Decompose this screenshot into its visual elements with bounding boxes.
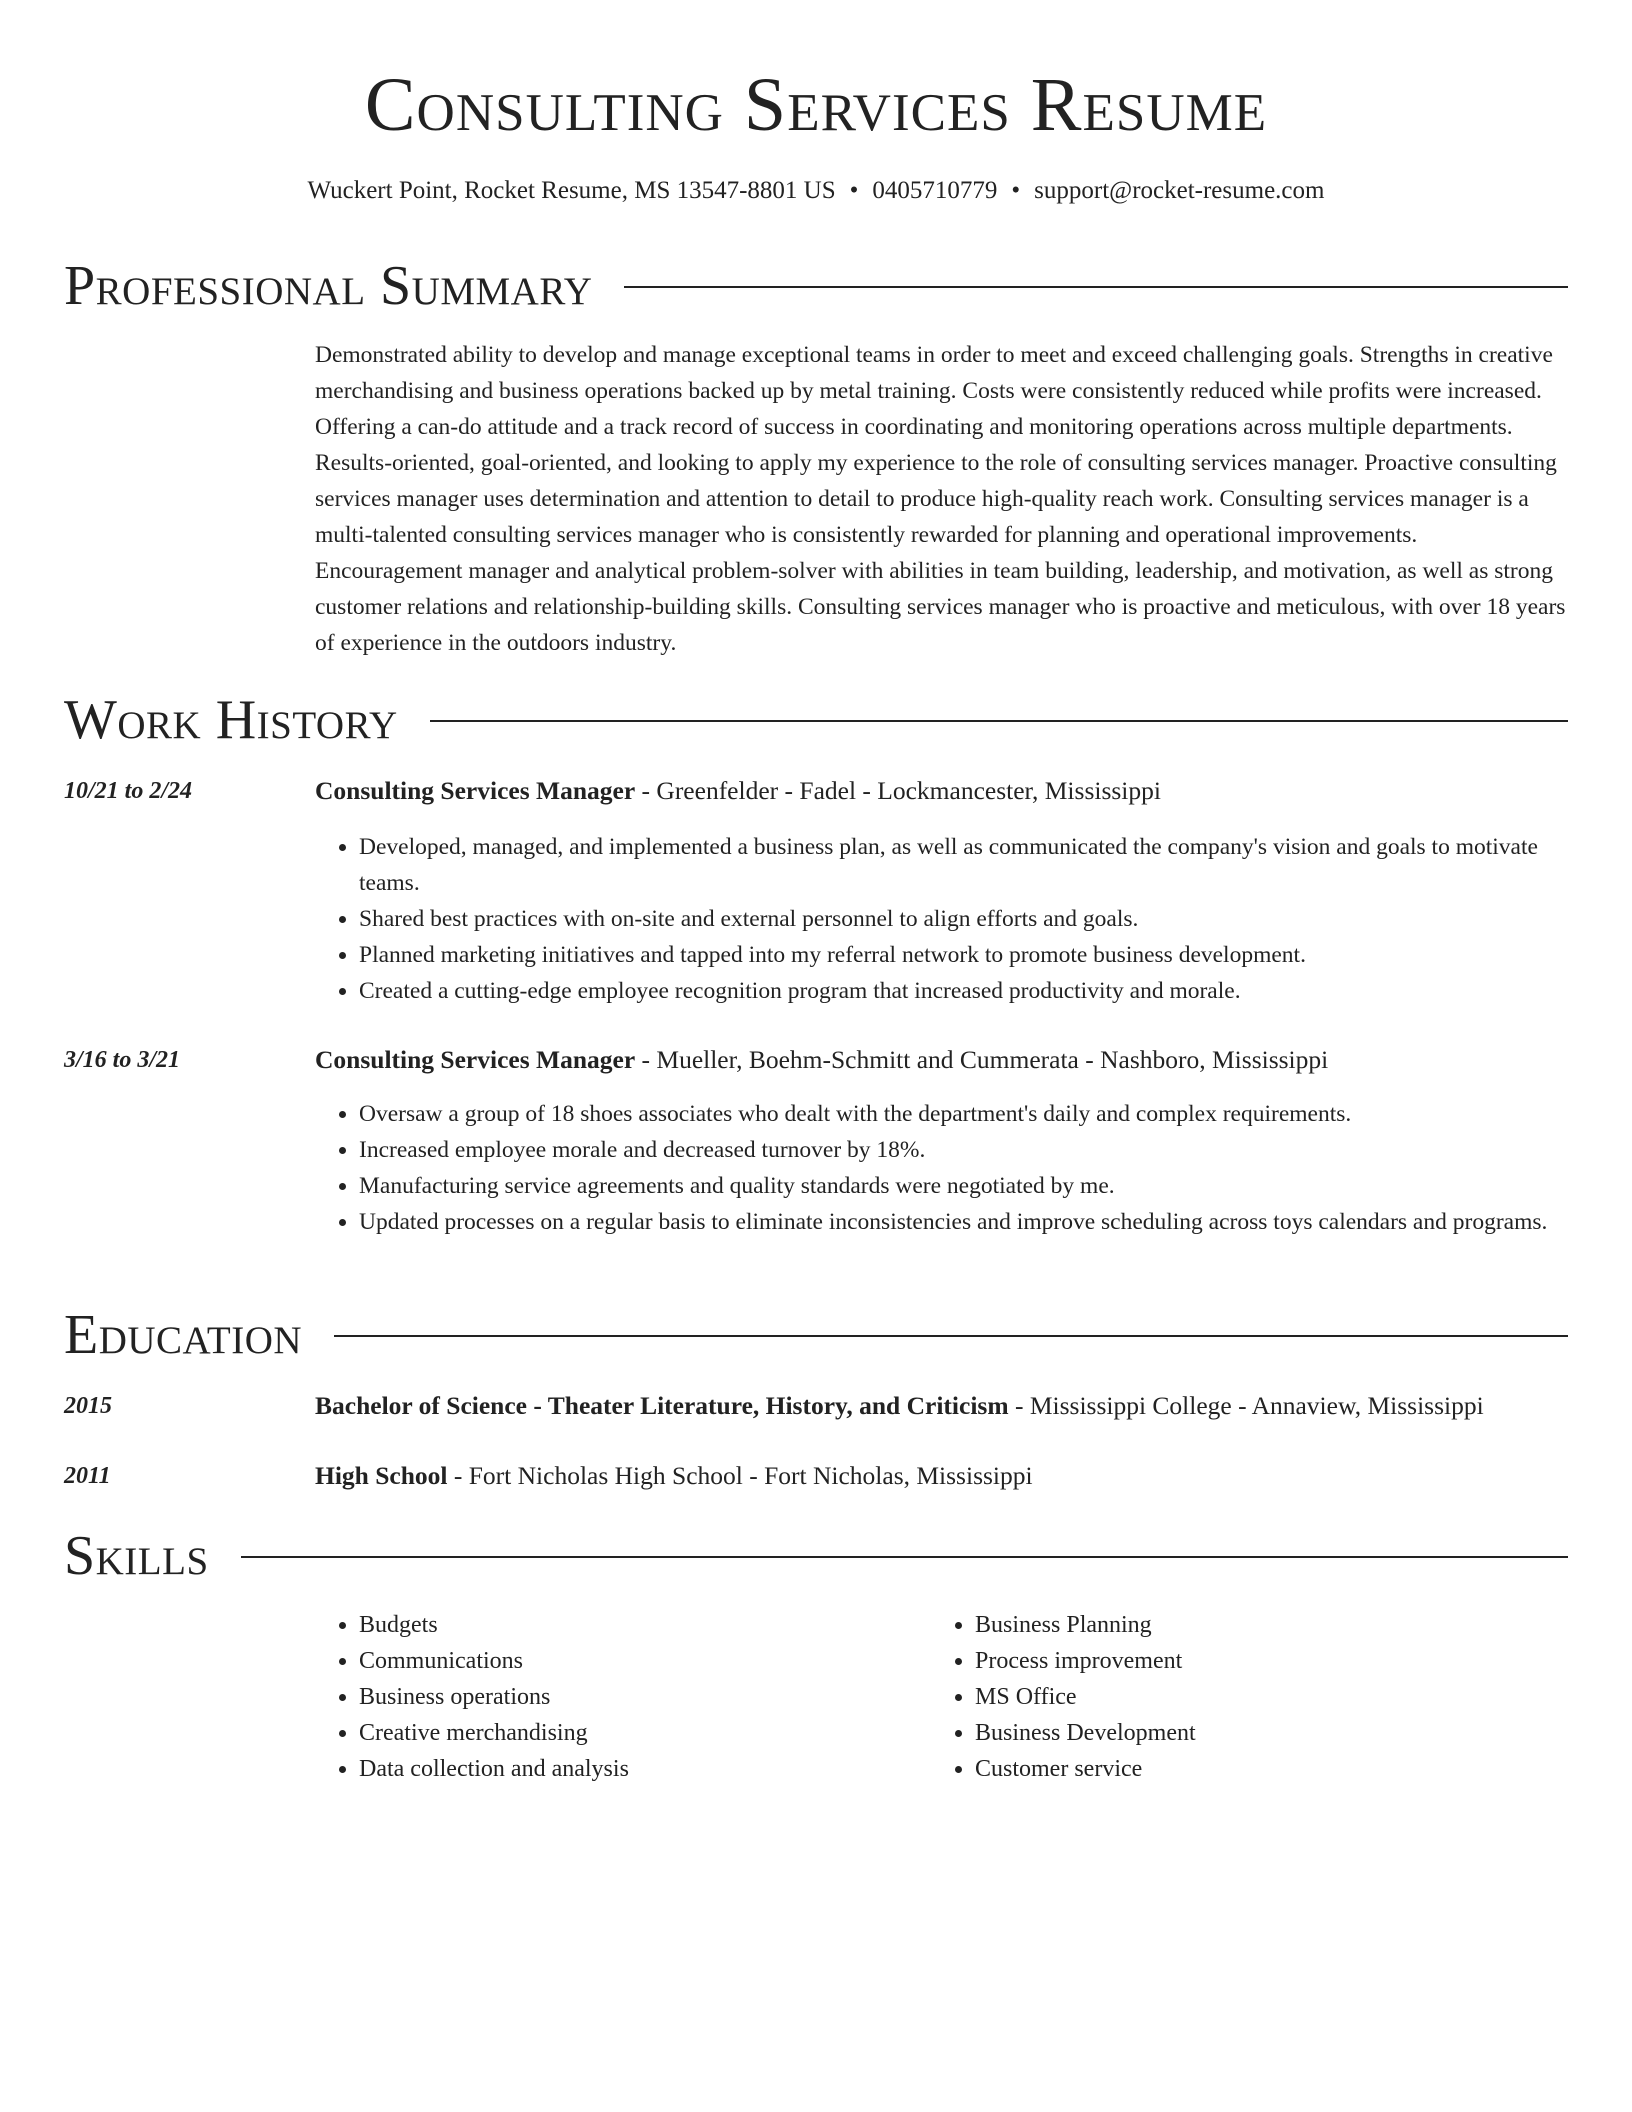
section-title: Education bbox=[64, 1304, 303, 1366]
contact-phone: 0405710779 bbox=[872, 177, 998, 204]
section-professional-summary bbox=[64, 256, 1568, 316]
summary-text: Demonstrated ability to develop and manage exceptional teams in order to meet and exceed challenging goals. Strengths in creative merchandising and business operations backed up by metal training. Costs were consistently reduced while profits were increased. Offering a can-do attitude and a track record of success in coordinating and monitoring operations across multiple departments. Results-oriented, goal-oriented, and looking to apply my experience to the role of consulting services manager. Proactive consulting services manager uses determination and attention to detail to produce high-quality reach work. Consulting services manager is a multi-talented consulting services manager who is consistently rewarded for planning and operational improvements. Encouragement manager and analytical problem-solver with abilities in team building, leadership, and motivation, as well as strong customer relations and relationship-building skills. Consulting services manager who is proactive and meticulous, with over 18 years of experience in the outdoors industry. bbox=[315, 342, 1566, 656]
list-item: • Developed, managed, and implemented a business plan, as well as communicated the company's vision and goals to motivate teams. bbox=[359, 829, 1570, 901]
skill-item: • Customer service bbox=[975, 1751, 1535, 1787]
contact-separator: • bbox=[849, 177, 859, 204]
education-degree: Bachelor of Science - Theater Literature, History, and Criticism bbox=[315, 1391, 1009, 1420]
education-heading bbox=[315, 1459, 1033, 1493]
skill-item: • Budgets bbox=[359, 1607, 919, 1643]
list-item: • Manufacturing service agreements and quality standards were negotiated by me. bbox=[359, 1168, 1570, 1204]
education-details: - Fort Nicholas High School - Fort Nicholas, Mississippi bbox=[447, 1461, 1033, 1490]
list-item: • Created a cutting-edge employee recognition program that increased productivity and morale. bbox=[359, 973, 1570, 1009]
contact-email: support@rocket-resume.com bbox=[1034, 177, 1325, 204]
job-heading bbox=[315, 1043, 1328, 1077]
skill-item: • Business Development bbox=[975, 1715, 1535, 1751]
job-dates: 10/21 to 2/24 bbox=[64, 778, 193, 804]
section-title: Skills bbox=[64, 1525, 209, 1587]
job-heading bbox=[315, 774, 1161, 808]
section-work-history bbox=[64, 690, 1568, 750]
skill-item: • Business operations bbox=[359, 1679, 919, 1715]
job-details: - Greenfelder - Fadel - Lockmancester, Mississippi bbox=[635, 776, 1161, 805]
skill-item: • Communications bbox=[359, 1643, 919, 1679]
skill-item: • Process improvement bbox=[975, 1643, 1535, 1679]
job-details: - Mueller, Boehm-Schmitt and Cummerata - Nashboro, Mississippi bbox=[635, 1045, 1329, 1074]
resume-title: Consulting Services Resume bbox=[364, 63, 1268, 147]
section-divider bbox=[430, 720, 1568, 722]
skill-item: • Business Planning bbox=[975, 1607, 1535, 1643]
skills-list-left bbox=[315, 1607, 919, 1787]
contact-separator: • bbox=[1011, 177, 1021, 204]
education-heading bbox=[315, 1389, 1484, 1423]
education-details: - Mississippi College - Annaview, Mississippi bbox=[1008, 1391, 1484, 1420]
skill-item: • Data collection and analysis bbox=[359, 1751, 919, 1787]
list-item: • Increased employee morale and decreased turnover by 18%. bbox=[359, 1132, 1570, 1168]
list-item: • Shared best practices with on-site and external personnel to align efforts and goals. bbox=[359, 901, 1570, 937]
job-dates: 3/16 to 3/21 bbox=[64, 1047, 181, 1073]
section-skills bbox=[64, 1526, 1568, 1586]
list-item: • Updated processes on a regular basis to eliminate inconsistencies and improve scheduling across toys calendars and programs. bbox=[359, 1204, 1570, 1240]
job-role: Consulting Services Manager bbox=[315, 776, 636, 805]
contact-line bbox=[0, 174, 1632, 208]
skills-list-right bbox=[931, 1607, 1535, 1787]
contact-address: Wuckert Point, Rocket Resume, MS 13547-8801 US bbox=[307, 177, 836, 204]
education-year: 2011 bbox=[64, 1463, 111, 1489]
skill-item: • MS Office bbox=[975, 1679, 1535, 1715]
section-divider bbox=[624, 286, 1568, 288]
section-divider bbox=[241, 1556, 1568, 1558]
job-bullets bbox=[315, 829, 1570, 1009]
section-education bbox=[64, 1305, 1568, 1365]
list-item: • Oversaw a group of 18 shoes associates who dealt with the department's daily and complex requirements. bbox=[359, 1096, 1570, 1132]
education-year: 2015 bbox=[64, 1393, 112, 1419]
section-title: Work History bbox=[64, 689, 398, 751]
job-role: Consulting Services Manager bbox=[315, 1045, 636, 1074]
section-title: Professional Summary bbox=[64, 255, 593, 317]
job-bullets bbox=[315, 1096, 1570, 1240]
skill-item: • Creative merchandising bbox=[359, 1715, 919, 1751]
list-item: • Planned marketing initiatives and tapped into my referral network to promote business development. bbox=[359, 937, 1570, 973]
section-divider bbox=[334, 1335, 1568, 1337]
education-degree: High School bbox=[315, 1461, 448, 1490]
